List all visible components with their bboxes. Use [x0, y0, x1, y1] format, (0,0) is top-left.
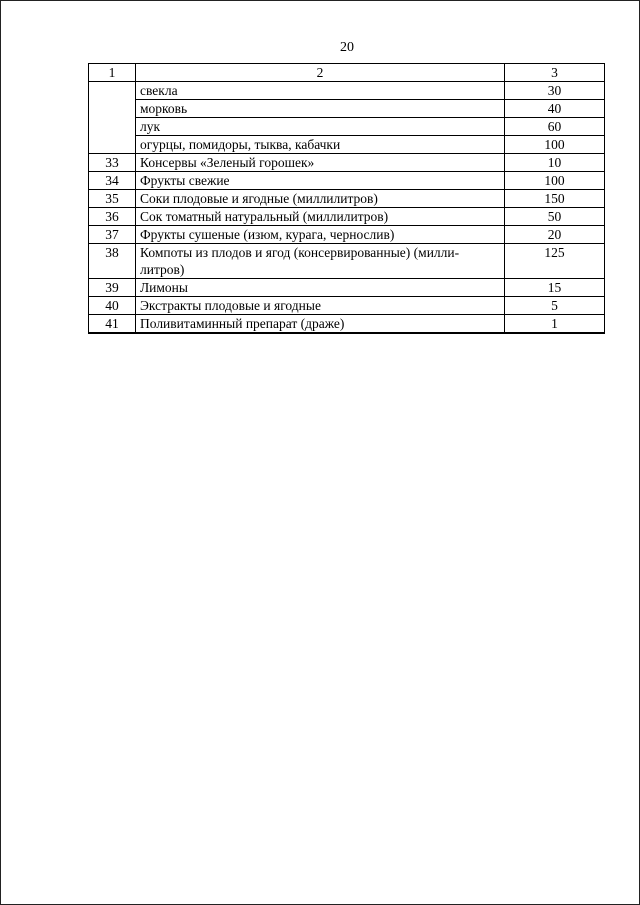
table-row: [89, 82, 605, 100]
table-row: [89, 190, 605, 208]
table-row: [89, 297, 605, 315]
row-number-cell: 38: [89, 244, 136, 279]
table-row: [89, 154, 605, 172]
table-header-row: [89, 64, 605, 82]
row-name-cell: Сок томатный натуральный (миллилитров): [136, 208, 505, 226]
row-name-cell: Консервы «Зеленый горошек»: [136, 154, 505, 172]
table-row: [89, 172, 605, 190]
row-name-cell: лук: [136, 118, 505, 136]
row-name-cell: Поливитаминный препарат (драже): [136, 315, 505, 334]
row-value-cell: 100: [505, 172, 605, 190]
row-number-cell: 36: [89, 208, 136, 226]
row-name-cell: огурцы, помидоры, тыква, кабачки: [136, 136, 505, 154]
row-value-cell: 15: [505, 279, 605, 297]
row-number-cell: 37: [89, 226, 136, 244]
header-cell-1: 1: [89, 64, 136, 82]
row-value-cell: 20: [505, 226, 605, 244]
row-value-cell: 125: [505, 244, 605, 279]
row-number-cell: 41: [89, 315, 136, 334]
row-value-cell: 100: [505, 136, 605, 154]
row-number-cell: 40: [89, 297, 136, 315]
row-name-cell: морковь: [136, 100, 505, 118]
header-cell-3: 3: [505, 64, 605, 82]
table-row: [89, 208, 605, 226]
row-name-cell: Лимоны: [136, 279, 505, 297]
row-name-cell: Фрукты сушеные (изюм, курага, чернослив): [136, 226, 505, 244]
table-row: [89, 226, 605, 244]
row-name-cell: свекла: [136, 82, 505, 100]
row-number-cell: 35: [89, 190, 136, 208]
table-row: [89, 118, 605, 136]
row-name-cell: Компоты из плодов и ягод (консервированные) (милли-литров): [136, 244, 505, 279]
row-value-cell: 1: [505, 315, 605, 334]
row-number-cell: 39: [89, 279, 136, 297]
row-value-cell: 50: [505, 208, 605, 226]
table-row: [89, 244, 605, 279]
row-name-cell: Фрукты свежие: [136, 172, 505, 190]
table-row: [89, 315, 605, 334]
row-value-cell: 60: [505, 118, 605, 136]
row-number-cell: 33: [89, 154, 136, 172]
row-value-cell: 40: [505, 100, 605, 118]
row-number-cell: 34: [89, 172, 136, 190]
page-number: 20: [340, 40, 354, 55]
row-number-cell-empty: [89, 82, 136, 154]
table-row: [89, 100, 605, 118]
row-value-cell: 10: [505, 154, 605, 172]
table-row: [89, 279, 605, 297]
header-cell-2: 2: [136, 64, 505, 82]
table-row: [89, 136, 605, 154]
row-value-cell: 30: [505, 82, 605, 100]
row-name-cell: Экстракты плодовые и ягодные: [136, 297, 505, 315]
ration-table: [88, 63, 605, 334]
row-value-cell: 150: [505, 190, 605, 208]
row-value-cell: 5: [505, 297, 605, 315]
row-name-cell: Соки плодовые и ягодные (миллилитров): [136, 190, 505, 208]
